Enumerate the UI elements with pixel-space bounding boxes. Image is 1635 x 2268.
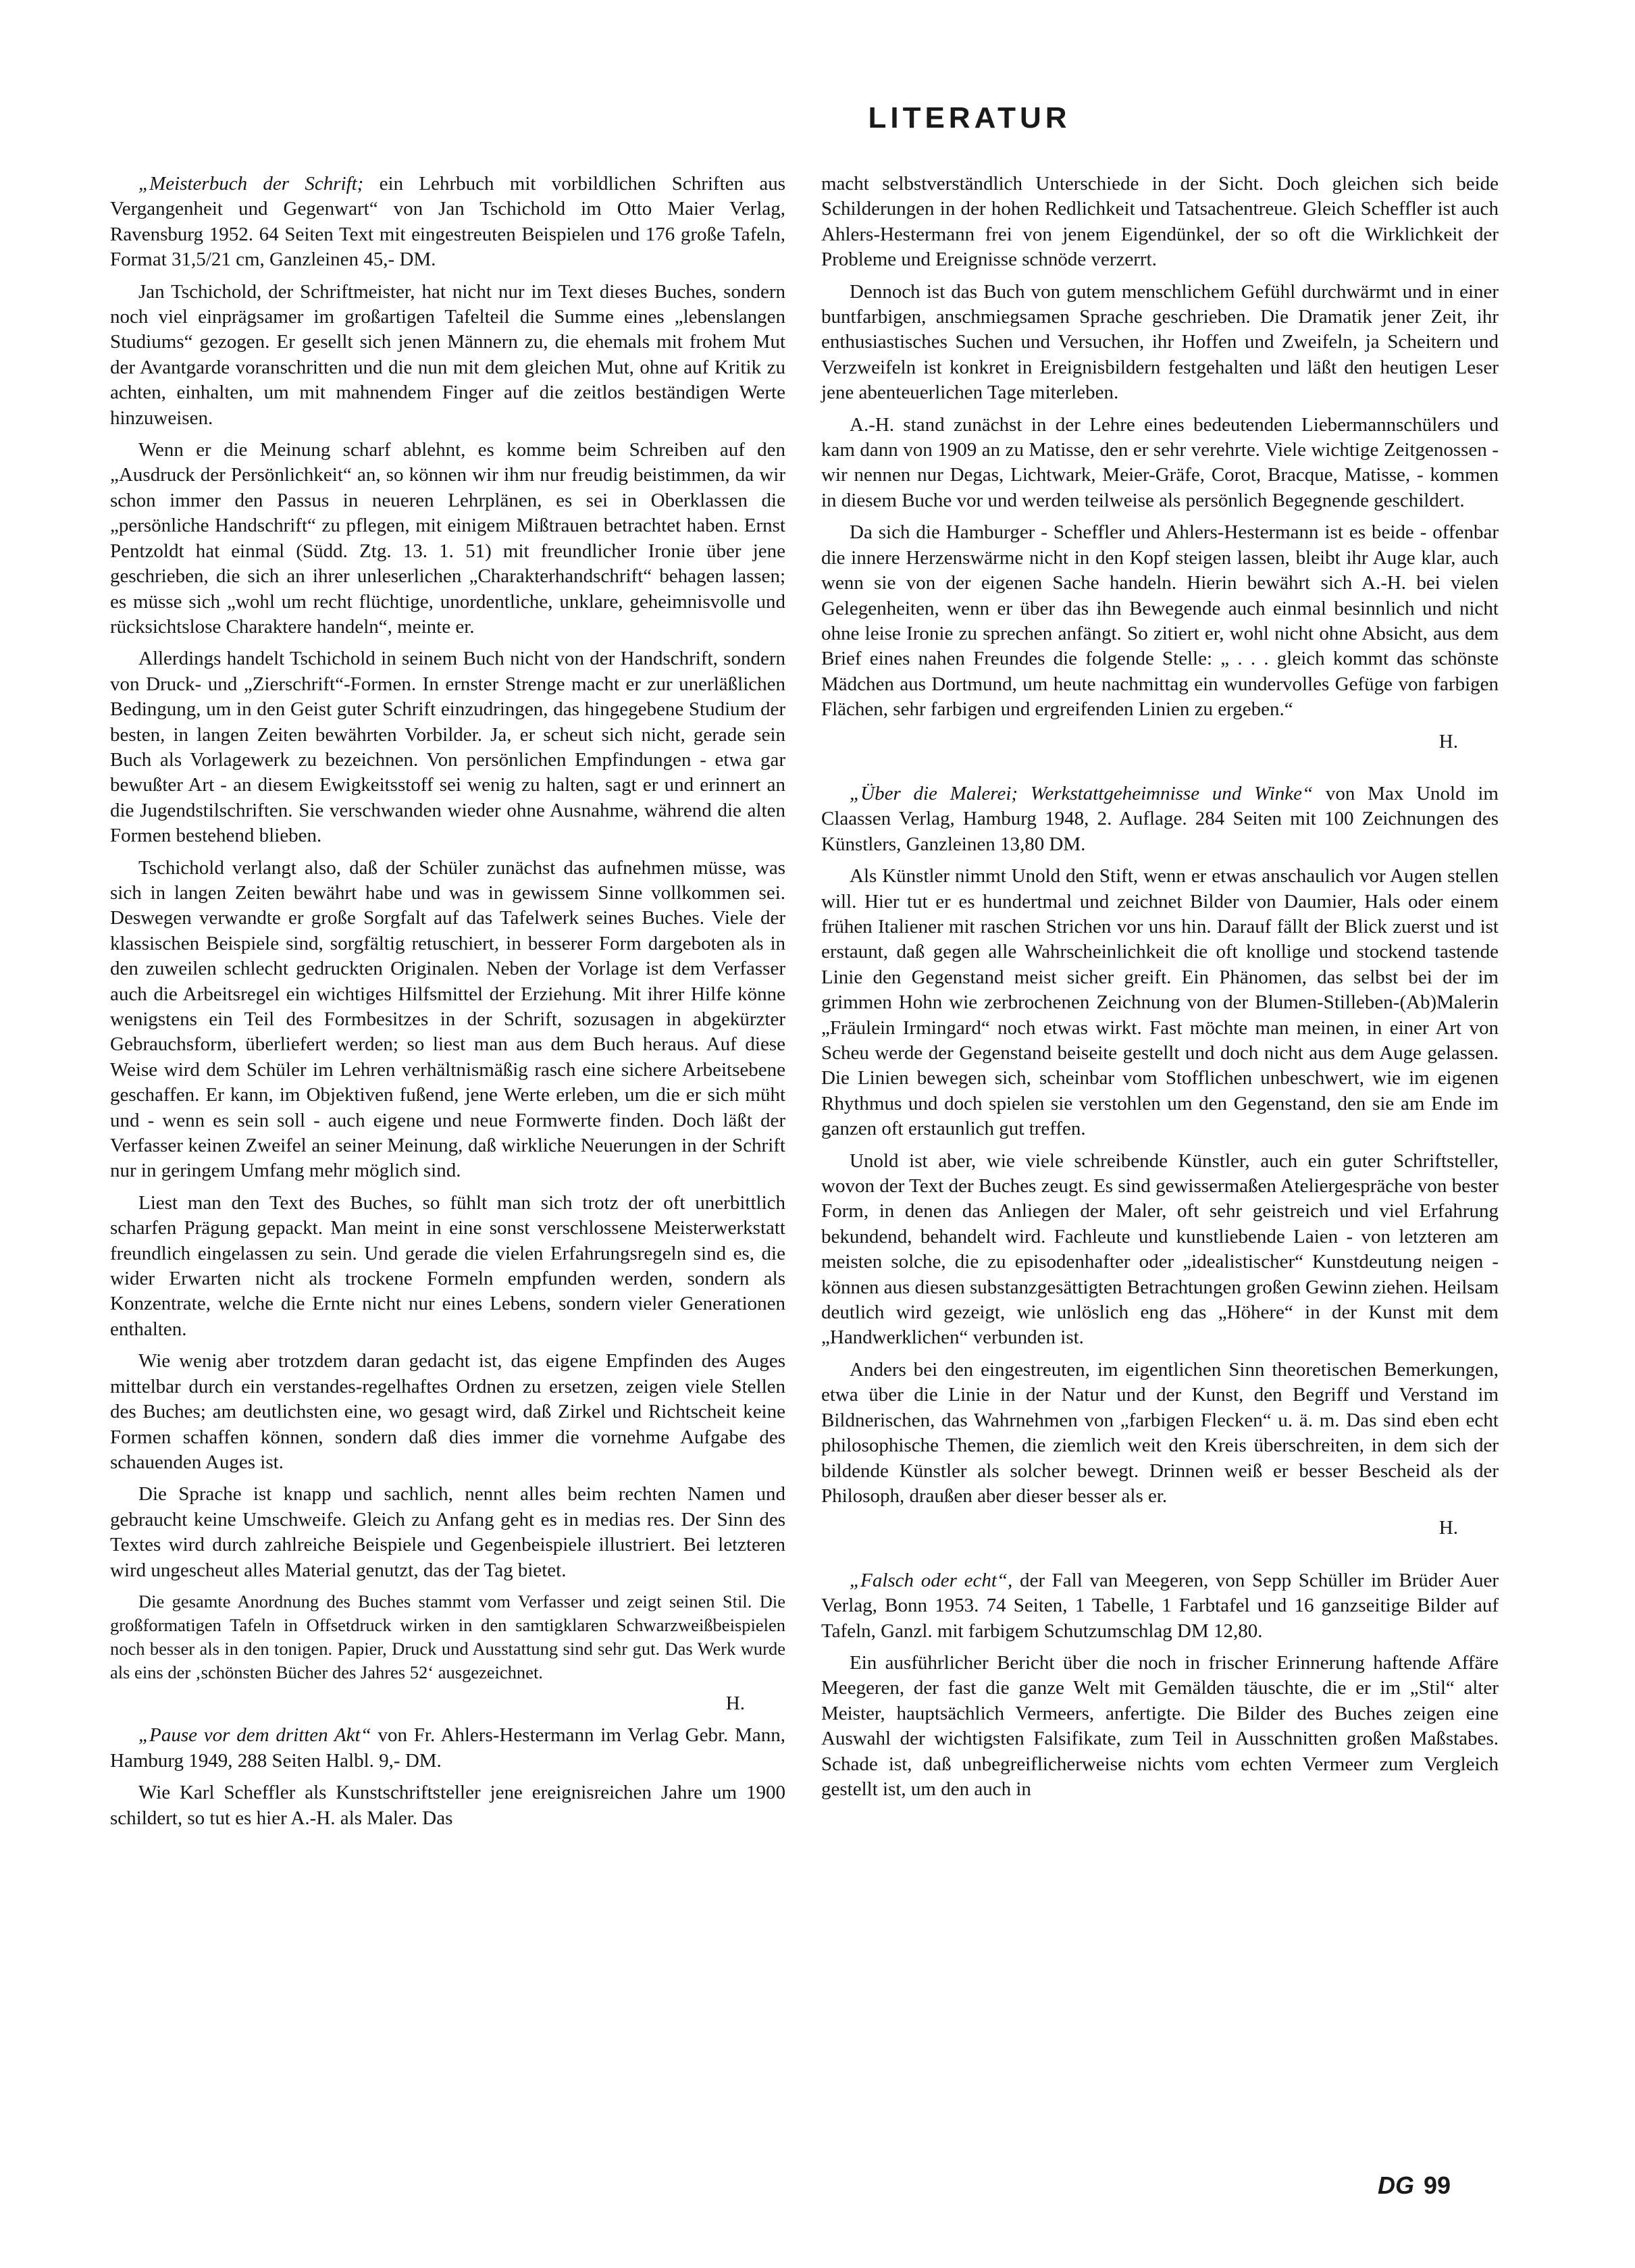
paragraph: Allerdings handelt Tschichold in seinem Buch nicht von der Handschrift, sondern von Druck- und „Zierschrift“-Formen. In ernster Strenge macht er zur unerläßlichen Bedingung, um in den Geist guter Schrift einzudringen, das hingegebene Studium der besten, in langen Zeiten bewährten Vorbilder. Ja, er scheut sich nicht, gerade sein Buch als Vorlagewerk zu bezeichnen. Von persönlichen Empfindungen - etwa gar bewußter Art - an diesem Ewigkeitsstoff sei wenig zu halten, sagt er und erinnert an die Jugendstilschriften. Sie verschwanden wieder ohne Ausnahme, während die alten Formen bestehend blieben. xyxy=(110,648,785,847)
book-details: von Fr. Ahlers-Hestermann im Verlag Gebr. Mann, Hamburg 1949, 288 Seiten Halbl. 9,- DM. xyxy=(110,1724,785,1772)
paragraph: Wenn er die Meinung scharf ablehnt, es komme beim Schreiben auf den „Ausdruck der Persönlichkeit“ an, so können wir ihm nur freudig beistimmen, da wir schon immer den Passus in neueren Lehrplänen, es sei in Oberklassen die „persönliche Handschrift“ zu pflegen, mit einigem Mißtrauen betrachtet haben. Ernst Pentzoldt hat einmal (Südd. Ztg. 13. 1. 51) mit freundlicher Ironie über jene geschrieben, die sich an ihrer unleserlichen „Charakterhandschrift“ behagen lassen; es müsse sich „wohl um recht flüchtige, unordentliche, unklare, geheimnisvolle und rücksichtslose Charaktere handeln“, meinte er. xyxy=(110,439,785,638)
review-intro xyxy=(110,172,785,273)
paragraph: Tschichold verlangt also, daß der Schüler zunächst das aufnehmen müsse, was sich in langen Zeiten bewährt habe und was in gewissem Sinne vollkommen sei. Deswegen verwandte er große Sorgfalt auf das Tafelwerk seines Buches. Viele der klassischen Beispiele sind, sorgfältig retuschiert, in besserer Form dargeboten als in den zuweilen schlecht gedruckten Originalen. Neben der Vorlage ist dem Verfasser auch die Arbeitsregel ein wichtiges Hilfsmittel der Erziehung. Mit ihrer Hilfe könne wenigstens ein Teil des Formbesitzes in der Schrift, sozusagen in abgekürzter Gebrauchsform, überliefert werden; so liest man aus dem Buch heraus. Auf diese Weise wird dem Schüler im Lehren verhältnismäßig rasch eine sichere Arbeitsebene geschaffen. Er kann, im Objektiven fußend, jene Werte erleben, um die er sich müht und - wenn es sein soll - auch eigene und neue Formwerte finden. Doch läßt der Verfasser keinen Zweifel an seiner Meinung, daß wirkliche Neuerungen in der Schrift nur in geringem Umfang mehr möglich sind. xyxy=(110,856,785,1182)
book-details: ein Lehrbuch mit vorbildlichen Schriften aus Vergangenheit und Gegenwart“ von Jan Tschichold im Otto Maier Verlag, Ravensburg 1952. 64 Seiten Text mit eingestreuten Beispielen und 176 große Tafeln, Format 31,5/21 cm, Ganzleinen 45,- DM. xyxy=(110,173,785,271)
right-column xyxy=(821,172,1499,1809)
paragraph: Wie wenig aber trotzdem daran gedacht ist, das eigene Empfinden des Auges mittelbar durch ein verstandes-regelhaftes Ordnen zu ersetzen, zeigen viele Stellen des Buches; am deutlichsten eine, wo gesagt wird, daß Zirkel und Richtscheit keine Formen schaffen können, sondern daß dies immer die vornehme Aufgabe des schauenden Auges ist. xyxy=(110,1350,785,1473)
spacer xyxy=(821,761,1499,781)
paragraph: macht selbstverständlich Unterschiede in der Sicht. Doch gleichen sich beide Schilderungen in der hohen Redlichkeit und Tatsachentreue. Gleich Scheffler ist auch Ahlers-Hestermann frei von jenem Eigendünkel, der so oft die Wirklichkeit der Probleme und Ereignisse schnöde verzerrt. xyxy=(821,173,1499,271)
page-title: LITERATUR xyxy=(868,101,1071,134)
paragraph: Die gesamte Anordnung des Buches stammt vom Verfasser und zeigt seinen Stil. Die großformatigen Tafeln in Offsetdruck wirken in den samtigklaren Schwarzweißbeispielen noch besser als in den tonigen. Papier, Druck und Ausstattung sind sehr gut. Das Werk wurde als eins der ‚schönsten Bücher des Jahres 52‘ ausgezeichnet. xyxy=(110,1591,785,1682)
review-intro xyxy=(110,1723,785,1774)
book-title: „Über die Malerei; Werkstattgeheimnisse und Winke“ xyxy=(850,782,1314,804)
paragraph: Die Sprache ist knapp und sachlich, nennt alles beim rechten Namen und gebraucht keine Umschweife. Gleich zu Anfang geht es in medias res. Der Sinn des Textes wird durch zahlreiche Beispiele und Gegenbeispiele illustriert. Bei letzteren wird ungescheut alles Material genutzt, das der Tag bietet. xyxy=(110,1483,785,1581)
paragraph: Als Künstler nimmt Unold den Stift, wenn er etwas anschaulich vor Augen stellen will. Hier tut er es hundertmal und zeichnet Bilder von Daumier, Hals oder einem frühen Italiener mit raschen Strichen vor uns hin. Darauf fällt der Blick zuerst und ist erstaunt, daß gegen alle Wahrscheinlichkeit die oft knollige und stockend tastende Linie den Gegenstand meist sicher greift. Ein Phänomen, das selbst bei der im grimmen Hohn wie zerbrochenen Zeichnung von der Blumen-Stilleben-(Ab)Malerin „Fräulein Irmingard“ noch etwas wirkt. Fast möchte man meinen, in einer Art von Scheu werde der Gegenstand beiseite gestellt und doch nicht aus dem Auge gelassen. Die Linien bewegen sich, scheinbar vom Stofflichen unbeschwert, wie im eigenen Rhythmus und doch spielen sie verstohlen um den Gegenstand, den sie am Ende im ganzen oft erstaunlich gut treffen. xyxy=(821,865,1499,1140)
paragraph: Dennoch ist das Buch von gutem menschlichem Gefühl durchwärmt und in einer buntfarbigen, anschmiegsamen Sprache geschrieben. Die Dramatik jener Zeit, ihr enthusiastisches Suchen und Versuchen, ihr Hoffen und Zweifeln, ja Scheitern und Verzweifeln ist konkret in Ereignisbildern festgehalten und läßt den heutigen Leser jene abenteuerlichen Tage miterleben. xyxy=(821,280,1499,404)
left-column xyxy=(110,172,785,1838)
page-number: 99 xyxy=(1424,2171,1451,2199)
paragraph: Unold ist aber, wie viele schreibende Künstler, auch ein guter Schriftsteller, wovon der Text der Buches zeugt. Es sind gewissermaßen Ateliergespräche von bester Form, in denen das Anliegen der Maler, oft sehr geistreich und viel Erfahrung bekundend, behandelt wird. Fachleute und kunstliebende Laien - von letzteren am meisten solche, die zu episodenhafter oder „idealistischer“ Kunstdeutung neigen - können aus diesen substanzgesättigten Betrachtungen großen Gewinn ziehen. Heilsam deutlich wird gezeigt, wie unlöslich eng das „Höhere“ in der Kunst mit dem „Handwerklichen“ verbunden ist. xyxy=(821,1150,1499,1349)
book-title: „Pause vor dem dritten Akt“ xyxy=(138,1724,371,1747)
author-signature: H. xyxy=(1438,730,1458,752)
paragraph: Da sich die Hamburger - Scheffler und Ahlers-Hestermann ist es beide - offenbar die innere Herzenswärme nicht in den Kopf steigen lassen, bleibt ihr Auge klar, auch wenn sie von der eigenen Sache handeln. Hierin bewährt sich A.-H. bei vielen Gelegenheiten, wenn er über das ihn Bewegende auch einmal besinnlich und nicht ohne leise Ironie zu sprechen anfängt. So zitiert er, wohl nicht ohne Absicht, aus dem Brief eines nahen Freundes die folgende Stelle: „ . . . gleich kommt das schönste Mädchen aus Dortmund, um heute nachmittag ein wundervolles Gefüge von farbigen Flächen, sehr farbigen und ergreifenden Linien zu ergeben.“ xyxy=(821,521,1499,721)
book-details: von Max Unold im Claassen Verlag, Hamburg 1948, 2. Auflage. 284 Seiten mit 100 Zeichnungen des Künstlers, Ganzleinen 13,80 DM. xyxy=(821,782,1499,855)
review-intro xyxy=(821,781,1499,857)
paragraph: Ein ausführlicher Bericht über die noch in frischer Erinnerung haftende Affäre Meegeren, der fast die ganze Welt mit Gemälden täuschte, die er im „Stil“ alter Meister, hauptsächlich Vermeers, anfertigte. Die Bilder des Buches zeigen eine Auswahl der wichtigsten Falsifikate, zum Teil in Ausschnitten großen Maßstabes. Schade ist, daß unbegreiflicherweise nichts vom echten Vermeer zum Vergleich gestellt ist, um den auch in xyxy=(821,1651,1499,1800)
paragraph: A.-H. stand zunächst in der Lehre eines bedeutenden Liebermannschülers und kam dann von 1909 an zu Matisse, den er sehr verehrte. Viele wichtige Zeitgenossen - wir nennen nur Degas, Lichtwark, Meier-Gräfe, Corot, Bracque, Matisse, - kommen in diesem Buche vor und werden teilweise als persönlich Begegnende geschildert. xyxy=(821,413,1499,511)
paragraph: Anders bei den eingestreuten, im eigentlichen Sinn theoretischen Bemerkungen, etwa über die Linie in der Natur und der Kunst, den Begriff und Verstand im Bildnerischen, das Wahrnehmen von „farbigen Flecken“ u. ä. m. Das sind eben echt philosophische Themen, die ziemlich weit den Kreis überschreiten, in dem sich der bildende Künstler als solcher bewegt. Drinnen weiß er besser Bescheid als der Philosoph, draußen aber dieser besser als er. xyxy=(821,1358,1499,1507)
book-title: „Falsch oder echt“, xyxy=(850,1569,1013,1591)
spacer xyxy=(821,1548,1499,1568)
paragraph: Liest man den Text des Buches, so fühlt man sich trotz der oft unerbittlich scharfen Prägung gepackt. Man meint in eine sonst verschlossene Meisterwerkstatt freundlich eingelassen zu sein. Und gerade die vielen Erfahrungsregeln sind es, die wider Erwarten nicht als trockene Formeln empfunden werden, sondern als Konzentrate, welche die Ernte nicht nur eines Lebens, sondern vieler Generationen enthalten. xyxy=(110,1191,785,1340)
journal-abbreviation: DG xyxy=(1378,2171,1414,2199)
author-signature: H. xyxy=(1438,1517,1458,1539)
book-details: der Fall van Meegeren, von Sepp Schüller im Brüder Auer Verlag, Bonn 1953. 74 Seiten, 1 Tabelle, 1 Farbtafel und 16 ganzseitige Bilder auf Tafeln, Ganzl. mit farbigem Schutzumschlag DM 12,80. xyxy=(821,1569,1499,1642)
paragraph: Wie Karl Scheffler als Kunstschriftsteller jene ereignisreichen Jahre um 1900 schildert, so tut es hier A.-H. als Maler. Das xyxy=(110,1782,785,1829)
paragraph: Jan Tschichold, der Schriftmeister, hat nicht nur im Text dieses Buches, sondern noch viel einprägsamer im großartigen Tafelteil die Summe eines „lebenslangen Studiums“ gezogen. Er gesellt sich jenen Männern zu, die ehemals mit frohem Mut der Avantgarde voranschritten und die nun mit dem gleichen Mut, ohne auf Kritik zu achten, einhalten, um mit mahnendem Finger auf die zeitlos beständigen Werte hinzuweisen. xyxy=(110,280,785,429)
book-title: „Meisterbuch der Schrift; xyxy=(138,173,364,195)
page-footer xyxy=(1378,2171,1601,2200)
review-intro xyxy=(821,1568,1499,1644)
author-signature: H. xyxy=(725,1692,745,1714)
